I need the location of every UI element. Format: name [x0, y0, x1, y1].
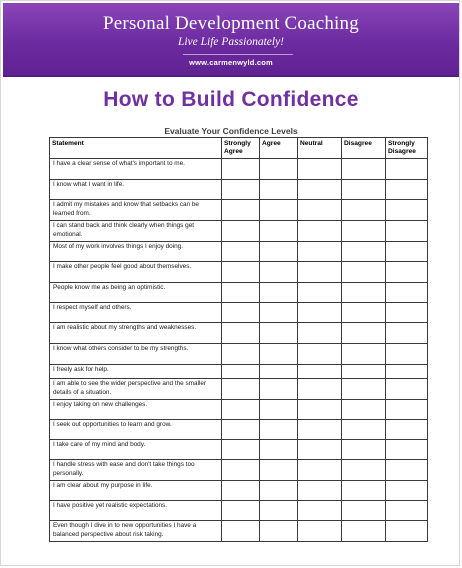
- statement-cell: I respect myself and others.: [50, 303, 222, 323]
- banner-title: Personal Development Coaching: [103, 13, 359, 34]
- rating-cell-strongly-disagree[interactable]: [386, 379, 428, 400]
- rating-cell-strongly-agree[interactable]: [222, 521, 260, 542]
- statement-cell: I am clear about my purpose in life.: [50, 481, 222, 501]
- statement-cell: I freely ask for help.: [50, 365, 222, 379]
- confidence-table: [49, 137, 428, 542]
- rating-cell-strongly-disagree[interactable]: [386, 365, 428, 379]
- table-row: [50, 365, 428, 379]
- rating-cell-neutral[interactable]: [298, 242, 342, 262]
- rating-cell-neutral[interactable]: [298, 323, 342, 344]
- page-title: How to Build Confidence: [103, 88, 359, 111]
- rating-cell-strongly-agree[interactable]: [222, 379, 260, 400]
- rating-cell-strongly-agree[interactable]: [222, 400, 260, 420]
- statement-cell: I take care of my mind and body.: [50, 440, 222, 460]
- rating-cell-agree[interactable]: [260, 283, 298, 303]
- rating-cell-neutral[interactable]: [298, 440, 342, 460]
- rating-cell-agree[interactable]: [260, 159, 298, 180]
- column-header-disagree: Disagree: [342, 138, 386, 159]
- banner-divider: [183, 54, 293, 55]
- rating-cell-neutral[interactable]: [298, 379, 342, 400]
- rating-cell-strongly-disagree[interactable]: [386, 323, 428, 344]
- column-header-strongly-agree: Strongly Agree: [222, 138, 260, 159]
- rating-cell-agree[interactable]: [260, 262, 298, 283]
- table-row: [50, 221, 428, 242]
- table-row: [50, 323, 428, 344]
- rating-cell-neutral[interactable]: [298, 283, 342, 303]
- rating-cell-agree[interactable]: [260, 303, 298, 323]
- rating-cell-strongly-disagree[interactable]: [386, 501, 428, 521]
- rating-cell-neutral[interactable]: [298, 481, 342, 501]
- statement-cell: I am able to see the wider perspective and the smaller details of a situation.: [50, 379, 222, 400]
- rating-cell-neutral[interactable]: [298, 400, 342, 420]
- rating-cell-disagree[interactable]: [342, 379, 386, 400]
- table-row: [50, 303, 428, 323]
- rating-cell-disagree[interactable]: [342, 400, 386, 420]
- rating-cell-strongly-agree[interactable]: [222, 440, 260, 460]
- statement-cell: I know what I want in life.: [50, 180, 222, 200]
- rating-cell-disagree[interactable]: [342, 420, 386, 440]
- rating-cell-disagree[interactable]: [342, 283, 386, 303]
- rating-cell-strongly-agree[interactable]: [222, 420, 260, 440]
- statement-cell: People know me as being an optimistic.: [50, 283, 222, 303]
- rating-cell-disagree[interactable]: [342, 344, 386, 365]
- table-row: [50, 344, 428, 365]
- statement-cell: I have a clear sense of what's important to me.: [50, 159, 222, 180]
- rating-cell-agree[interactable]: [260, 460, 298, 481]
- rating-cell-disagree[interactable]: [342, 460, 386, 481]
- rating-cell-neutral[interactable]: [298, 262, 342, 283]
- rating-cell-strongly-disagree[interactable]: [386, 180, 428, 200]
- table-header-row: [50, 138, 428, 159]
- rating-cell-strongly-disagree[interactable]: [386, 159, 428, 180]
- table-row: [50, 283, 428, 303]
- rating-cell-disagree[interactable]: [342, 521, 386, 542]
- rating-cell-neutral[interactable]: [298, 200, 342, 221]
- table-row: [50, 501, 428, 521]
- rating-cell-neutral[interactable]: [298, 501, 342, 521]
- banner-tagline: Live Life Passionately!: [177, 36, 285, 48]
- statement-cell: I handle stress with ease and don't take things too personally.: [50, 460, 222, 481]
- statement-cell: I am realistic about my strengths and weaknesses.: [50, 323, 222, 344]
- rating-cell-agree[interactable]: [260, 323, 298, 344]
- rating-cell-strongly-agree[interactable]: [222, 200, 260, 221]
- rating-cell-agree[interactable]: [260, 379, 298, 400]
- rating-cell-disagree[interactable]: [342, 323, 386, 344]
- rating-cell-neutral[interactable]: [298, 420, 342, 440]
- rating-cell-strongly-disagree[interactable]: [386, 460, 428, 481]
- statement-cell: Most of my work involves things I enjoy doing.: [50, 242, 222, 262]
- rating-cell-strongly-agree[interactable]: [222, 303, 260, 323]
- table-row: [50, 159, 428, 180]
- rating-cell-agree[interactable]: [260, 365, 298, 379]
- rating-cell-strongly-agree[interactable]: [222, 180, 260, 200]
- rating-cell-strongly-disagree[interactable]: [386, 221, 428, 242]
- rating-cell-strongly-agree[interactable]: [222, 344, 260, 365]
- rating-cell-strongly-agree[interactable]: [222, 501, 260, 521]
- table-row: [50, 460, 428, 481]
- rating-cell-agree[interactable]: [260, 501, 298, 521]
- rating-cell-neutral[interactable]: [298, 180, 342, 200]
- table-caption: Evaluate Your Confidence Levels: [164, 126, 298, 136]
- statement-cell: I admit my mistakes and know that setbacks can be learned from.: [50, 200, 222, 221]
- rating-cell-strongly-disagree[interactable]: [386, 262, 428, 283]
- statement-cell: I have positive yet realistic expectations.: [50, 501, 222, 521]
- rating-cell-agree[interactable]: [260, 400, 298, 420]
- rating-cell-neutral[interactable]: [298, 365, 342, 379]
- rating-cell-disagree[interactable]: [342, 481, 386, 501]
- rating-cell-strongly-disagree[interactable]: [386, 420, 428, 440]
- statement-cell: I seek out opportunities to learn and grow.: [50, 420, 222, 440]
- rating-cell-agree[interactable]: [260, 344, 298, 365]
- rating-cell-strongly-disagree[interactable]: [386, 303, 428, 323]
- statement-cell: I know what others consider to be my strengths.: [50, 344, 222, 365]
- rating-cell-strongly-disagree[interactable]: [386, 344, 428, 365]
- rating-cell-neutral[interactable]: [298, 460, 342, 481]
- rating-cell-strongly-disagree[interactable]: [386, 200, 428, 221]
- rating-cell-disagree[interactable]: [342, 440, 386, 460]
- rating-cell-agree[interactable]: [260, 440, 298, 460]
- rating-cell-strongly-disagree[interactable]: [386, 481, 428, 501]
- rating-cell-agree[interactable]: [260, 242, 298, 262]
- rating-cell-neutral[interactable]: [298, 221, 342, 242]
- rating-cell-strongly-disagree[interactable]: [386, 400, 428, 420]
- rating-cell-strongly-disagree[interactable]: [386, 283, 428, 303]
- rating-cell-agree[interactable]: [260, 221, 298, 242]
- table-row: [50, 379, 428, 400]
- table-row: [50, 440, 428, 460]
- rating-cell-neutral[interactable]: [298, 521, 342, 542]
- rating-cell-strongly-agree[interactable]: [222, 460, 260, 481]
- column-header-agree: Agree: [260, 138, 298, 159]
- rating-cell-strongly-disagree[interactable]: [386, 440, 428, 460]
- statement-cell: I can stand back and think clearly when things get emotional.: [50, 221, 222, 242]
- rating-cell-strongly-agree[interactable]: [222, 159, 260, 180]
- rating-cell-agree[interactable]: [260, 200, 298, 221]
- header-banner: [3, 3, 459, 77]
- rating-cell-agree[interactable]: [260, 420, 298, 440]
- rating-cell-neutral[interactable]: [298, 303, 342, 323]
- table-row: [50, 521, 428, 542]
- rating-cell-strongly-disagree[interactable]: [386, 521, 428, 542]
- rating-cell-strongly-agree[interactable]: [222, 242, 260, 262]
- rating-cell-neutral[interactable]: [298, 344, 342, 365]
- table-row: [50, 180, 428, 200]
- table-row: [50, 200, 428, 221]
- rating-cell-disagree[interactable]: [342, 365, 386, 379]
- rating-cell-agree[interactable]: [260, 481, 298, 501]
- table-row: [50, 262, 428, 283]
- rating-cell-neutral[interactable]: [298, 159, 342, 180]
- table-row: [50, 400, 428, 420]
- statement-cell: I make other people feel good about themselves.: [50, 262, 222, 283]
- rating-cell-strongly-agree[interactable]: [222, 323, 260, 344]
- statement-cell: Even though I dive in to new opportunities I have a balanced perspective about risk taking.: [50, 521, 222, 542]
- rating-cell-strongly-disagree[interactable]: [386, 242, 428, 262]
- table-row: [50, 242, 428, 262]
- rating-cell-strongly-agree[interactable]: [222, 481, 260, 501]
- column-header-neutral: Neutral: [298, 138, 342, 159]
- rating-cell-disagree[interactable]: [342, 159, 386, 180]
- table-row: [50, 420, 428, 440]
- table-row: [50, 481, 428, 501]
- rating-cell-disagree[interactable]: [342, 221, 386, 242]
- rating-cell-agree[interactable]: [260, 180, 298, 200]
- rating-cell-disagree[interactable]: [342, 501, 386, 521]
- website-link[interactable]: www.carmenwyld.com: [189, 58, 273, 67]
- rating-cell-strongly-agree[interactable]: [222, 365, 260, 379]
- rating-cell-disagree[interactable]: [342, 303, 386, 323]
- rating-cell-disagree[interactable]: [342, 180, 386, 200]
- rating-cell-disagree[interactable]: [342, 200, 386, 221]
- rating-cell-agree[interactable]: [260, 521, 298, 542]
- rating-cell-disagree[interactable]: [342, 242, 386, 262]
- statement-cell: I enjoy taking on new challenges.: [50, 400, 222, 420]
- column-header-strongly-disagree: Strongly Disagree: [386, 138, 428, 159]
- rating-cell-strongly-agree[interactable]: [222, 283, 260, 303]
- rating-cell-disagree[interactable]: [342, 262, 386, 283]
- rating-cell-strongly-agree[interactable]: [222, 262, 260, 283]
- column-header-statement: Statement: [50, 138, 222, 159]
- rating-cell-strongly-agree[interactable]: [222, 221, 260, 242]
